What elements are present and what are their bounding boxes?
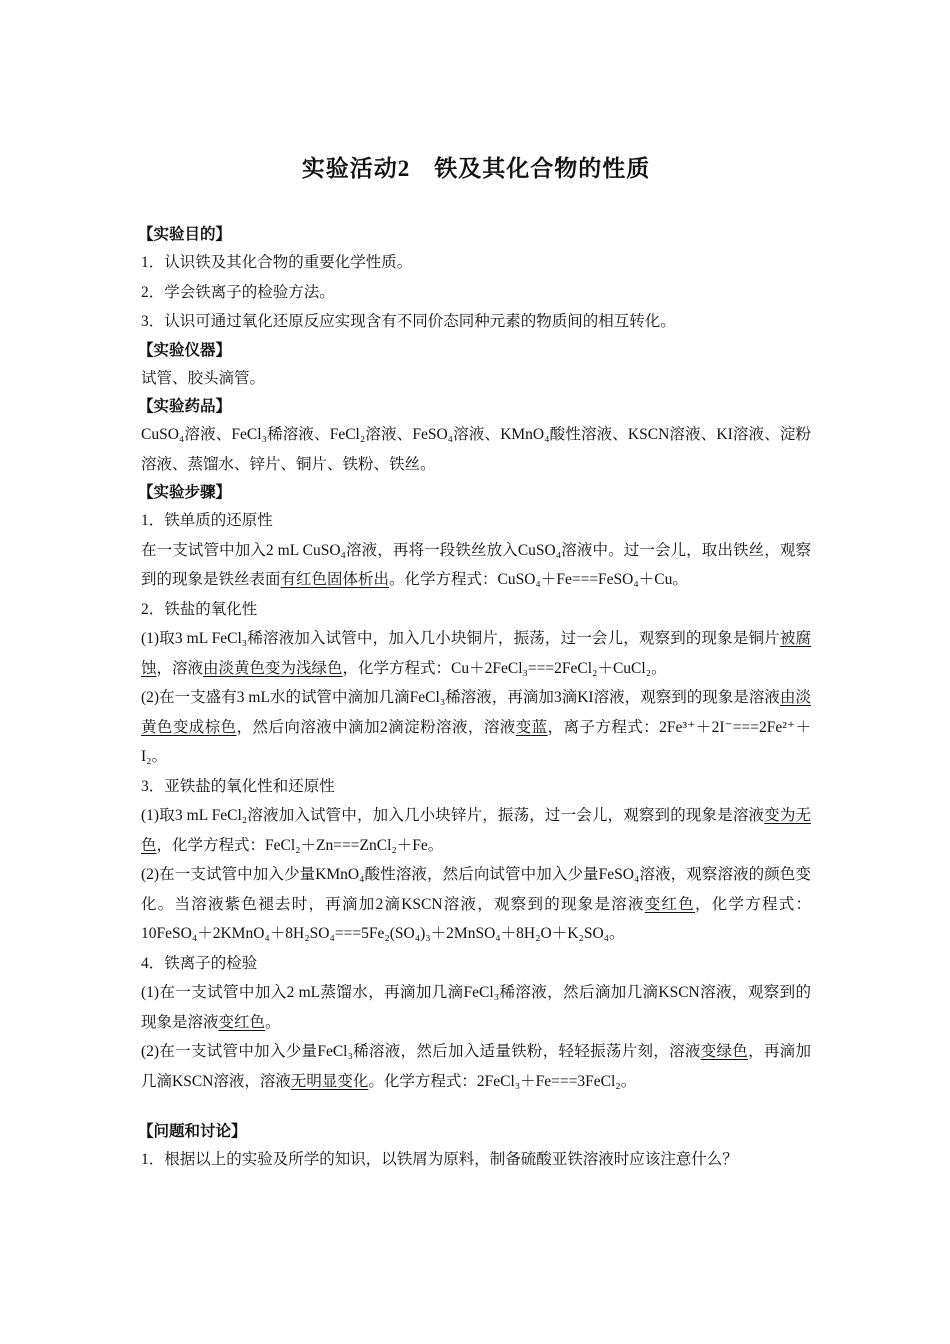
step4-paragraph-1: (1)在一支试管中加入2 mL蒸馏水，再滴加几滴FeCl₃稀溶液，然后滴加几滴KSCN溶液，观察到的现象是溶液变红色。 bbox=[141, 984, 811, 1031]
answer-blank: 有红色固体析出 bbox=[280, 571, 390, 588]
step3-paragraph-1: (1)取3 mL FeCl₂溶液加入试管中，加入几小块锌片，振荡，过一会儿，观察到的现象是溶液变为无色，化学方程式：FeCl₂＋Zn===ZnCl₂＋Fe。 bbox=[141, 807, 811, 854]
purpose-item: 1．认识铁及其化合物的重要化学性质。 bbox=[141, 254, 413, 271]
step1-paragraph: 在一支试管中加入2 mL CuSO₄溶液，再将一段铁丝放入CuSO₄溶液中。过一会儿，取出铁丝，观察到的现象是铁丝表面有红色固体析出。化学方程式：CuSO₄＋Fe===FeSO₄＋Cu。 bbox=[141, 541, 811, 588]
section-heading-purpose: 【实验目的】 bbox=[138, 225, 232, 243]
answer-blank: 由淡黄色变为浅绿色 bbox=[203, 659, 343, 677]
discussion-question: 1．根据以上的实验及所学的知识，以铁屑为原料，制备硫酸亚铁溶液时应该注意什么？ bbox=[141, 1151, 738, 1168]
purpose-item: 2．学会铁离子的检验方法。 bbox=[141, 283, 335, 301]
section-heading-instruments: 【实验仪器】 bbox=[138, 340, 232, 359]
answer-blank: 变绿色 bbox=[700, 1043, 749, 1060]
step3-title: 3．亚铁盐的氧化性和还原性 bbox=[141, 777, 335, 795]
step1-title: 1．铁单质的还原性 bbox=[141, 512, 273, 529]
instruments-text: 试管、胶头滴管。 bbox=[141, 369, 266, 387]
section-heading-reagents: 【实验药品】 bbox=[138, 397, 232, 415]
section-heading-steps: 【实验步骤】 bbox=[138, 483, 232, 501]
section-heading-discussion: 【问题和讨论】 bbox=[138, 1122, 247, 1140]
answer-blank: 变红色 bbox=[218, 1013, 266, 1031]
answer-blank: 无明显变化 bbox=[290, 1072, 369, 1090]
answer-blank: 由淡黄色变成棕色 bbox=[141, 689, 811, 736]
step4-title: 4．铁离子的检验 bbox=[141, 954, 258, 972]
spacer bbox=[141, 1096, 811, 1118]
purpose-item: 3．认识可通过氧化还原反应实现含有不同价态同种元素的物质间的相互转化。 bbox=[141, 313, 676, 330]
answer-blank: 变为无色 bbox=[141, 807, 811, 854]
document-page bbox=[138, 150, 811, 1175]
reagents-text: CuSO₄溶液、FeCl₃稀溶液、FeCl₂溶液、FeSO₄溶液、KMnO₄酸性溶液、KSCN溶液、KI溶液、淀粉溶液、蒸馏水、锌片、铜片、铁粉、铁丝。 bbox=[141, 426, 811, 473]
answer-blank: 变红色 bbox=[644, 895, 695, 913]
answer-blank: 变蓝 bbox=[515, 718, 548, 736]
step2-paragraph-1: (1)取3 mL FeCl₃稀溶液加入试管中，加入几小块铜片，振荡，过一会儿，观察到的现象是铜片被腐蚀，溶液由淡黄色变为浅绿色，化学方程式：Cu＋2FeCl₃===2FeCl₂＋CuCl₂。 bbox=[141, 630, 811, 677]
answer-blank: 被腐蚀 bbox=[141, 630, 811, 677]
step2-paragraph-2: (2)在一支盛有3 mL水的试管中滴加几滴FeCl₃稀溶液，再滴加3滴KI溶液，观察到的现象是溶液由淡黄色变成棕色，然后向溶液中滴加2滴淀粉溶液，溶液变蓝，离子方程式：2Fe³⁺＋2I⁻===2Fe²⁺＋I₂。 bbox=[141, 689, 811, 765]
step3-paragraph-2: (2)在一支试管中加入少量KMnO₄酸性溶液，然后向试管中加入少量FeSO₄溶液，观察溶液的颜色变化。当溶液紫色褪去时，再滴加2滴KSCN溶液，观察到的现象是溶液变红色，化学方程式：10FeSO₄＋2KMnO₄＋8H₂SO₄===5Fe₂(SO₄)₃＋2MnSO₄＋8H₂O＋K₂SO₄。 bbox=[141, 866, 811, 942]
step2-title: 2．铁盐的氧化性 bbox=[141, 600, 258, 618]
page-title: 实验活动2 铁及其化合物的性质 bbox=[301, 156, 651, 181]
step4-paragraph-2: (2)在一支试管中加入少量FeCl₃稀溶液，然后加入适量铁粉，轻轻振荡片刻，溶液变绿色，再滴加几滴KSCN溶液，溶液无明显变化。化学方程式：2FeCl₃＋Fe===3FeCl₂。 bbox=[141, 1043, 811, 1090]
